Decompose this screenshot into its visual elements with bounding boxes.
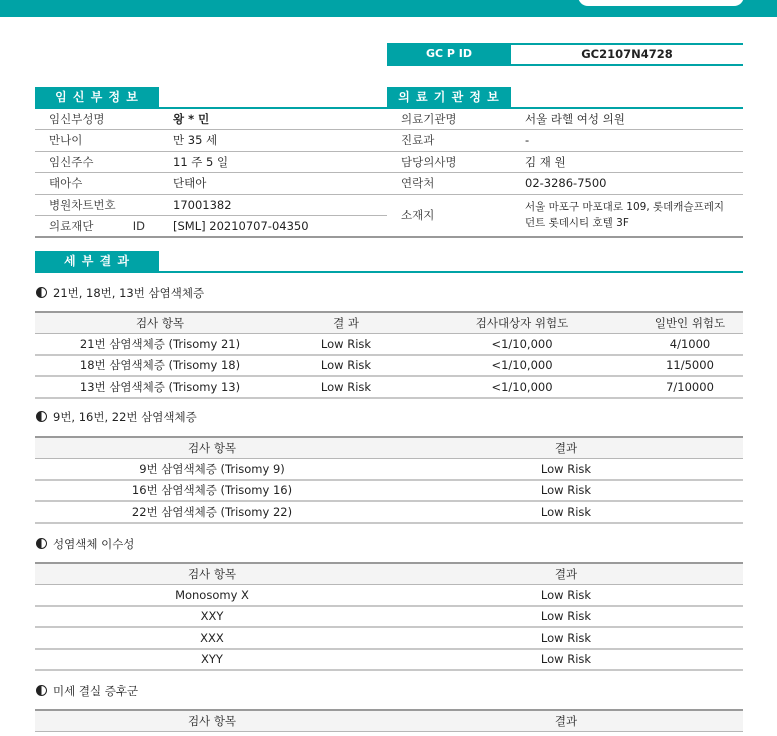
clinic-row <box>387 130 743 152</box>
top-banner-pill <box>578 0 744 6</box>
gcp-id-box <box>387 43 743 66</box>
col-header: 결과 <box>389 710 743 731</box>
patient-row <box>35 173 387 195</box>
patient-row <box>35 151 387 173</box>
table-row: 13번 삼염색체증 (Trisomy 13) Low Risk <1/10,000 7/10000 <box>35 376 743 398</box>
table-row: 22번 삼염색체증 (Trisomy 22) Low Risk <box>35 501 743 523</box>
patient-key: 임신부성명 <box>35 108 159 130</box>
clinic-key: 담당의사명 <box>387 151 511 173</box>
detail-results-header <box>35 251 743 273</box>
half-circle-icon <box>36 411 47 422</box>
col-header: 일반인 위험도 <box>637 312 743 333</box>
gcp-id-value: GC2107N4728 <box>511 43 743 64</box>
subsection-heading: 21번, 18번, 13번 삼염색체증 <box>36 285 204 301</box>
half-circle-icon <box>36 538 47 549</box>
patient-key: 만나이 <box>35 130 159 152</box>
patient-key: 태아수 <box>35 173 159 195</box>
clinic-key: 의료기관명 <box>387 108 511 130</box>
trisomy-other-table <box>35 436 743 524</box>
half-circle-icon <box>36 685 47 696</box>
chart-number: 17001382 <box>159 194 387 216</box>
patient-name: 왕 * 민 <box>159 108 387 130</box>
clinic-phone: 02-3286-7500 <box>511 173 743 195</box>
table-row: 16번 삼염색체증 (Trisomy 16) Low Risk <box>35 480 743 502</box>
patient-info-title: 임 신 부 정 보 <box>35 87 159 107</box>
doctor-name: 김 재 원 <box>511 151 743 173</box>
detail-results-title: 세 부 결 과 <box>35 251 159 271</box>
subsection-heading: 성염색체 이수성 <box>36 536 134 552</box>
gestation-weeks: 11 주 5 일 <box>159 151 387 173</box>
gcp-id-label: GC P ID <box>387 43 511 64</box>
col-header: 결 과 <box>285 312 407 333</box>
col-header: 검사 항목 <box>35 563 389 584</box>
table-row: XYY Low Risk <box>35 649 743 671</box>
patient-age: 만 35 세 <box>159 130 387 152</box>
clinic-key: 진료과 <box>387 130 511 152</box>
patient-key: 병원차트번호 <box>35 194 159 216</box>
clinic-address: 서울 마포구 마포대로 109, 롯데캐슬프레지 던트 롯데시티 호텔 3F <box>511 194 743 237</box>
table-row: XXY Low Risk <box>35 606 743 628</box>
patient-key: 의료재단 ID <box>35 216 159 238</box>
subsection-heading: 9번, 16번, 22번 삼염색체증 <box>36 409 197 425</box>
patient-row <box>35 216 387 238</box>
col-header: 결과 <box>389 563 743 584</box>
clinic-info-header <box>387 87 743 109</box>
trisomy-main-table <box>35 311 743 399</box>
clinic-row <box>387 194 743 237</box>
clinic-row <box>387 108 743 130</box>
table-row: Monosomy X Low Risk <box>35 584 743 606</box>
patient-key: 임신주수 <box>35 151 159 173</box>
patient-row <box>35 130 387 152</box>
patient-info-header <box>35 87 387 109</box>
table-row: 18번 삼염색체증 (Trisomy 18) Low Risk <1/10,000 11/5000 <box>35 355 743 377</box>
col-header: 검사 항목 <box>35 312 285 333</box>
sex-chromosome-table <box>35 562 743 671</box>
patient-row <box>35 194 387 216</box>
foundation-id: [SML] 20210707-04350 <box>159 216 387 238</box>
col-header: 검사 항목 <box>35 710 389 731</box>
subsection-heading: 미세 결실 증후군 <box>36 683 138 699</box>
fetus-count: 단태아 <box>159 173 387 195</box>
clinic-department: - <box>511 130 743 152</box>
top-banner <box>0 0 777 17</box>
clinic-name: 서울 라헬 여성 의원 <box>511 108 743 130</box>
clinic-key: 소재지 <box>387 194 511 237</box>
microdeletion-table <box>35 709 743 732</box>
patient-info-table <box>35 108 387 238</box>
table-row: 21번 삼염색체증 (Trisomy 21) Low Risk <1/10,000 4/1000 <box>35 333 743 355</box>
col-header: 검사 항목 <box>35 437 389 458</box>
col-header: 결과 <box>389 437 743 458</box>
clinic-info-title: 의 료 기 관 정 보 <box>387 87 511 107</box>
patient-row <box>35 108 387 130</box>
col-header: 검사대상자 위험도 <box>407 312 637 333</box>
clinic-info-table <box>387 108 743 238</box>
clinic-key: 연락처 <box>387 173 511 195</box>
half-circle-icon <box>36 287 47 298</box>
table-row: 9번 삼염색체증 (Trisomy 9) Low Risk <box>35 458 743 480</box>
table-row: XXX Low Risk <box>35 627 743 649</box>
clinic-row <box>387 151 743 173</box>
clinic-row <box>387 173 743 195</box>
